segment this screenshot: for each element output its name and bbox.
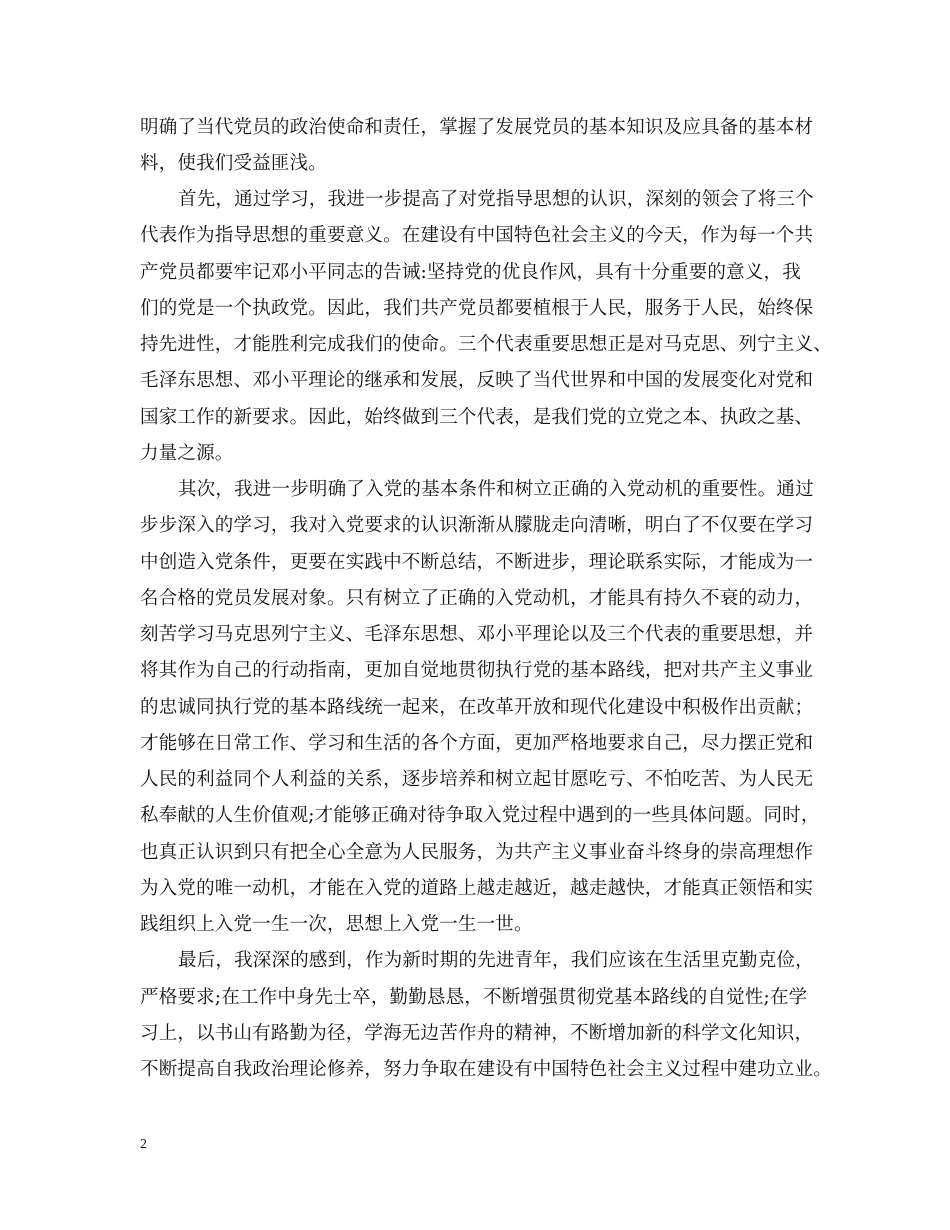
text-line: 们的党是一个执政党。因此，我们共产党员都要植根于人民，服务于人民，始终保 [140,298,814,319]
paragraph-first-line: 最后，我深深的感到，作为新时期的先进青年，我们应该在生活里克勤克俭， [178,950,814,971]
text-line: 名合格的党员发展对象。只有树立了正确的入党动机，才能具有持久不衰的动力， [140,588,814,609]
text-line: 才能够在日常工作、学习和生活的各个方面，更加严格地要求自己，尽力摆正党和 [140,733,814,754]
text-line: 践组织上入党一生一次，思想上入党一生一世。 [140,914,533,935]
text-line: 代表作为指导思想的重要意义。在建设有中国特色社会主义的今天，作为每一个共 [140,225,814,246]
text-line: 刻苦学习马克思列宁主义、毛泽东思想、邓小平理论以及三个代表的重要思想，并 [140,624,814,645]
text-line: 料，使我们受益匪浅。 [140,153,328,174]
text-line: 人民的利益同个人利益的关系，逐步培养和树立起甘愿吃亏、不怕吃苦、为人民无 [140,769,814,790]
text-line: 习上，以书山有路勤为径，学海无边苦作舟的精神，不断增加新的科学文化知识， [140,1023,814,1044]
text-line: 中创造入党条件，更要在实践中不断总结，不断进步，理论联系实际，才能成为一 [140,552,814,573]
text-line: 持先进性，才能胜利完成我们的使命。三个代表重要思想正是对马克思、列宁主义、 [140,334,832,355]
text-line: 私奉献的人生价值观;才能够正确对待争取入党过程中遇到的一些具体问题。同时， [140,805,820,826]
text-line: 不断提高自我政治理论修养，努力争取在建设有中国特色社会主义过程中建功立业。 [140,1059,832,1080]
text-line: 产党员都要牢记邓小平同志的告诫:坚持党的优良作风，具有十分重要的意义，我 [140,262,801,283]
page-number: 2 [140,1137,147,1152]
text-line: 步步深入的学习，我对入党要求的认识渐渐从朦胧走向清晰，明白了不仅要在学习 [140,515,814,536]
text-line: 也真正认识到只有把全心全意为人民服务，为共产主义事业奋斗终身的崇高理想作 [140,842,814,863]
paragraph-first-line: 其次，我进一步明确了入党的基本条件和树立正确的入党动机的重要性。通过 [178,479,814,500]
text-line: 为入党的唯一动机，才能在入党的道路上越走越近，越走越快，才能真正领悟和实 [140,878,814,899]
text-line: 明确了当代党员的政治使命和责任，掌握了发展党员的基本知识及应具备的基本材 [140,117,814,138]
text-line: 的忠诚同执行党的基本路线统一起来，在改革开放和现代化建设中积极作出贡献； [140,697,814,718]
text-line: 严格要求;在工作中身先士卒，勤勤恳恳，不断增强贯彻党基本路线的自觉性;在学 [140,987,808,1008]
text-line: 毛泽东思想、邓小平理论的继承和发展，反映了当代世界和中国的发展变化对党和 [140,370,814,391]
text-line: 国家工作的新要求。因此，始终做到三个代表，是我们党的立党之本、执政之基、 [140,407,814,428]
text-line: 力量之源。 [140,443,234,464]
paragraph-first-line: 首先，通过学习，我进一步提高了对党指导思想的认识，深刻的领会了将三个 [178,189,814,210]
text-line: 将其作为自己的行动指南，更加自觉地贯彻执行党的基本路线，把对共产主义事业 [140,660,814,681]
